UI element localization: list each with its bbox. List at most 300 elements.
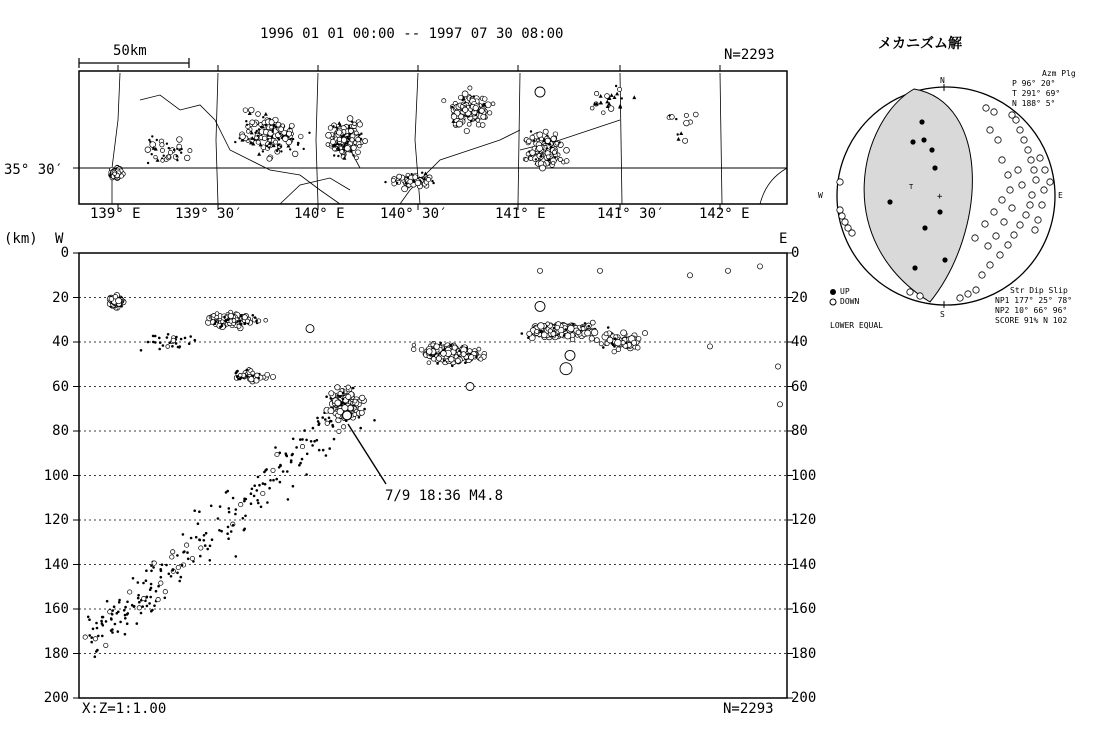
hypocenter: [335, 385, 340, 390]
dilatation-marker: [995, 137, 1001, 143]
compression-marker: [942, 257, 947, 262]
epicenter: [151, 135, 153, 137]
hypocenter: [137, 606, 141, 610]
hypocenter: [337, 429, 341, 433]
epicenter: [669, 114, 671, 116]
hypocenter: [131, 604, 134, 607]
hypocenter: [468, 349, 473, 354]
hypocenter: [181, 564, 184, 567]
hypocenter: [325, 454, 328, 457]
depth-tick-label: 40: [791, 334, 808, 350]
hypocenter: [242, 315, 247, 320]
epicenter: [283, 136, 289, 142]
hypocenter: [87, 616, 90, 619]
hypocenter: [199, 546, 203, 550]
hypocenter: [464, 361, 467, 364]
hypocenter: [318, 449, 321, 452]
epicenter: [267, 156, 272, 161]
hypocenter: [339, 395, 342, 398]
dilatation-marker: [972, 235, 978, 241]
hypocenter: [242, 517, 245, 520]
hypocenter: [316, 417, 319, 420]
dilatation-marker: [991, 209, 997, 215]
hypocenter: [581, 327, 585, 331]
hypocenter: [217, 517, 220, 520]
hypocenter: [126, 601, 129, 604]
hypocenter: [310, 440, 313, 443]
hypocenter: [286, 470, 289, 473]
hypocenter: [126, 613, 129, 616]
scale-label: 50km: [113, 43, 147, 59]
epicenter: [412, 180, 414, 182]
dilatation-marker: [993, 233, 999, 239]
epicenter: [333, 154, 335, 156]
hypocenter: [148, 602, 151, 605]
epicenter: [468, 86, 472, 90]
hypocenter: [182, 551, 185, 554]
focal-mechanism: [830, 84, 1055, 308]
dilatation-marker: [1017, 222, 1023, 228]
hypocenter: [166, 345, 170, 349]
np-header: Str Dip Slip: [1010, 286, 1068, 295]
epicenter-deep: [632, 95, 636, 99]
epicenter: [391, 178, 395, 182]
depth-tick-label: 120: [791, 512, 817, 528]
depth-tick-label: 0: [791, 245, 800, 261]
dilatation-marker: [1011, 232, 1017, 238]
compression-marker: [921, 137, 926, 142]
hypocenter: [260, 506, 263, 509]
hypocenter: [219, 505, 222, 508]
hypocenter: [190, 537, 193, 540]
hypocenter: [83, 635, 87, 639]
hypocenter: [282, 470, 285, 473]
hypocenter: [142, 596, 146, 600]
dilatation-marker: [837, 179, 843, 185]
hypocenter: [221, 320, 225, 324]
mechanism-title: メカニズム解: [878, 36, 962, 52]
epicenter: [456, 121, 462, 127]
hypocenter: [635, 345, 640, 350]
dilatation-marker: [965, 291, 971, 297]
epicenter: [352, 154, 354, 156]
date-range: 1996 01 01 00:00 -- 1997 07 30 08:00: [260, 26, 564, 42]
hypocenter: [152, 341, 155, 344]
score-values: SCORE 91% N 102: [995, 316, 1068, 325]
dilatation-marker: [1028, 157, 1034, 163]
hypocenter: [342, 398, 345, 401]
hypocenter: [159, 568, 162, 571]
hypocenter: [252, 314, 255, 317]
hypocenter: [116, 612, 119, 615]
hypocenter: [537, 268, 542, 273]
hypocenter: [239, 323, 242, 326]
hypocenter: [170, 555, 174, 559]
epicenter: [552, 150, 556, 154]
hypocenter: [203, 539, 206, 542]
hypocenter: [170, 575, 173, 578]
hypocenter: [477, 347, 481, 351]
hypocenter: [275, 452, 279, 456]
hypocenter: [90, 636, 93, 639]
epicenter: [266, 145, 268, 147]
dilatation-marker: [957, 295, 963, 301]
hypocenter: [140, 349, 143, 352]
epicenter: [161, 159, 165, 163]
hypocenter: [117, 630, 120, 633]
hypocenter: [295, 446, 298, 449]
epicenter: [278, 143, 280, 145]
epicenter: [280, 150, 282, 152]
hypocenter: [193, 509, 196, 512]
hypocenter: [353, 413, 357, 417]
hypocenter: [212, 314, 216, 318]
epicenter: [483, 97, 488, 102]
epicenter: [287, 131, 292, 136]
event-count-bottom: N=2293: [723, 701, 774, 717]
hypocenter: [324, 418, 327, 421]
hypocenter: [96, 627, 99, 630]
compression-marker: [910, 139, 915, 144]
hypocenter: [184, 543, 188, 547]
dilatation-marker: [1035, 217, 1041, 223]
hypocenter: [188, 342, 191, 345]
hypocenter: [279, 481, 282, 484]
legend-down-label: DOWN: [840, 297, 860, 306]
hypocenter: [642, 331, 647, 336]
dilatation-marker: [1021, 137, 1027, 143]
hypocenter: [269, 479, 272, 482]
hypocenter: [469, 355, 474, 360]
map-boundaries: [79, 73, 787, 204]
large-event: [306, 325, 314, 333]
hypocenter: [757, 264, 762, 269]
lon-tick-140-30: 140° 30′: [380, 206, 448, 222]
hypocenter: [461, 352, 466, 357]
epicenter: [467, 122, 471, 126]
annotation-arrow: [348, 424, 386, 484]
dilatation-marker: [1023, 212, 1029, 218]
hypocenter: [244, 515, 247, 518]
hypocenter: [198, 510, 201, 513]
hypocenter: [317, 423, 320, 426]
dilatation-marker: [997, 252, 1003, 258]
epicenter: [481, 114, 486, 119]
epicenter: [166, 143, 168, 145]
dilatation-marker: [987, 127, 993, 133]
hypocenter: [287, 498, 290, 501]
epicenter: [442, 99, 446, 103]
hypocenter: [602, 346, 605, 349]
hypocenter: [325, 395, 328, 398]
epicenter: [254, 132, 256, 134]
hypocenter: [162, 344, 165, 347]
dilatation-marker: [839, 213, 845, 219]
depth-tick-label: 180: [791, 645, 817, 662]
hypocenter: [205, 532, 208, 535]
hypocenter: [707, 344, 712, 349]
projection-label: LOWER EQUAL: [830, 321, 883, 330]
epicenter: [677, 133, 679, 135]
hypocenter: [137, 597, 140, 600]
epicenter: [150, 142, 156, 148]
event-count-top: N=2293: [724, 47, 775, 63]
hypocenter: [353, 399, 357, 403]
hypocenter: [112, 609, 115, 612]
epicenter: [621, 97, 623, 99]
hypocenter: [124, 606, 127, 609]
hypocenter: [136, 622, 139, 625]
hypocenter: [341, 425, 345, 429]
epicenter: [276, 150, 278, 152]
hypocenter: [373, 419, 376, 422]
hypocenter: [246, 375, 249, 378]
hypocenter: [228, 511, 231, 514]
epicenter: [246, 130, 250, 134]
epicenter: [463, 98, 465, 100]
epicenter: [396, 182, 398, 184]
hypocenter: [94, 655, 97, 658]
lon-tick-141-30: 141° 30′: [597, 206, 665, 222]
hypocenter: [330, 397, 333, 400]
epicenter: [337, 155, 339, 157]
hypocenter: [555, 325, 560, 330]
lon-tick-139: 139° E: [90, 206, 141, 222]
epicenter: [462, 91, 468, 97]
hypocenter: [427, 361, 431, 365]
dilatation-marker: [1009, 205, 1015, 211]
hypocenter: [317, 420, 320, 423]
hypocenter: [141, 605, 144, 608]
latitude-label: 35° 30′: [4, 162, 64, 178]
hypocenter: [101, 622, 104, 625]
dilatation-marker: [1013, 117, 1019, 123]
epicenter: [347, 116, 353, 122]
depth-tick-label: 160: [43, 601, 69, 617]
dilatation-marker: [1005, 242, 1011, 248]
hypocenter: [258, 484, 261, 487]
epicenter: [360, 138, 362, 140]
p-axis-marker: +: [937, 192, 943, 202]
hypocenter: [118, 599, 121, 602]
hypocenter: [203, 534, 206, 537]
hypocenter: [126, 622, 129, 625]
hypocenter: [228, 313, 233, 318]
epicenter: [564, 147, 570, 153]
hypocenter: [93, 637, 97, 641]
hypocenter: [253, 495, 256, 498]
hypocenter: [264, 483, 267, 486]
hypocenter: [137, 581, 140, 584]
hypocenter: [195, 536, 198, 539]
epicenter: [256, 112, 261, 117]
hypocenter: [175, 342, 178, 345]
dilatation-marker: [1001, 219, 1007, 225]
hypocenter: [275, 478, 278, 481]
epicenter: [451, 106, 453, 108]
hypocenter: [441, 351, 447, 357]
epicenter: [168, 150, 172, 154]
east-pole-label: E: [1058, 191, 1063, 200]
depth-tick-label: 20: [52, 289, 69, 306]
hypocenter: [159, 341, 162, 344]
dilatation-marker: [979, 272, 985, 278]
west-label: W: [55, 231, 64, 247]
epicenter: [177, 137, 183, 143]
dilatation-marker: [1027, 202, 1033, 208]
hypocenter: [291, 454, 294, 457]
hypocenter: [156, 597, 160, 601]
hypocenter: [342, 405, 348, 411]
epicenter: [601, 111, 605, 115]
hypocenter: [119, 621, 122, 624]
epicenter-deep: [610, 93, 614, 97]
legend-down-symbol: [830, 299, 836, 305]
depth-tick-label: 160: [791, 601, 817, 617]
epicenter: [160, 148, 164, 152]
epicenter: [289, 123, 294, 128]
hypocenter: [290, 459, 293, 462]
hypocenter: [163, 590, 167, 594]
hypocenter: [621, 341, 625, 345]
south-label: S: [940, 310, 945, 319]
hypocenter: [150, 564, 153, 567]
hypocenter: [101, 635, 104, 638]
hypocenter: [270, 374, 275, 379]
hypocenter: [145, 569, 148, 572]
hypocenter: [250, 502, 253, 505]
epicenter: [546, 135, 548, 137]
depth-tick-label: 100: [43, 467, 69, 484]
hypocenter: [316, 439, 319, 442]
depth-tick-label: 140: [43, 556, 69, 573]
depth-tick-label: 180: [43, 645, 69, 662]
hypocenter: [352, 387, 355, 390]
depth-tick-label: 0: [60, 245, 69, 261]
hypocenter: [176, 554, 179, 557]
epicenter: [154, 155, 158, 159]
hypocenter: [152, 561, 156, 565]
epicenter: [163, 155, 165, 157]
depth-tick-label: 60: [52, 378, 69, 395]
hypocenter: [450, 344, 453, 347]
axes-header: Azm Plg: [1042, 69, 1076, 78]
hypocenter: [236, 370, 239, 373]
hypocenter: [264, 318, 268, 322]
hypocenter: [475, 356, 478, 359]
lon-tick-142: 142° E: [699, 206, 750, 222]
hypocenter: [306, 453, 309, 456]
large-event: [560, 363, 572, 375]
t-axis-values: T 291° 69°: [1012, 89, 1061, 98]
epicenter: [345, 145, 351, 151]
hypocenter: [146, 605, 149, 608]
epicenter: [413, 175, 418, 180]
hypocenter: [153, 604, 156, 607]
epicenter: [272, 131, 274, 133]
compression-marker: [929, 147, 934, 152]
hypocenter: [353, 404, 356, 407]
epicenter: [546, 147, 548, 149]
hypocenter: [168, 573, 171, 576]
hypocenter: [527, 336, 530, 339]
epicenter: [257, 135, 259, 137]
hypocenter: [261, 491, 265, 495]
epicenter: [160, 143, 164, 147]
hypocenter: [253, 484, 256, 487]
epicenter-deep: [599, 94, 603, 98]
epicenter: [340, 150, 344, 154]
dilatation-marker: [1029, 192, 1035, 198]
east-label: E: [779, 231, 788, 247]
hypocenter: [585, 330, 591, 336]
hypocenter: [209, 559, 212, 562]
hypocenter: [104, 643, 108, 647]
hypocenter: [124, 617, 127, 620]
large-event: [466, 383, 474, 391]
depth-tick-label: 120: [43, 512, 69, 528]
hypocenter: [255, 489, 258, 492]
hypocenter: [189, 335, 192, 338]
hypocenter: [262, 482, 265, 485]
hypocenter: [194, 339, 197, 342]
hypocenter: [110, 618, 113, 621]
hypocenter: [171, 550, 175, 554]
hypocenter: [223, 316, 226, 319]
epicenter: [675, 118, 677, 120]
hypocenter: [457, 352, 461, 356]
hypocenter: [431, 357, 436, 362]
hypocenter: [621, 330, 627, 336]
dilatation-marker: [987, 262, 993, 268]
hypocenter: [612, 349, 617, 354]
epicenter: [289, 148, 291, 150]
hypocenter: [305, 439, 308, 442]
hypocenter: [142, 582, 145, 585]
hypocenter: [165, 564, 168, 567]
hypocenter: [225, 491, 228, 494]
hypocenter: [333, 438, 336, 441]
epicenter-deep: [605, 100, 609, 104]
hypocenter: [412, 343, 416, 347]
epicenter: [408, 179, 413, 184]
epicenter: [356, 137, 361, 142]
hypocenter: [90, 641, 93, 644]
hypocenter: [161, 563, 164, 566]
hypocenter: [232, 319, 236, 323]
hypocenter: [455, 358, 460, 363]
hypocenter: [359, 395, 365, 401]
epicenter: [357, 122, 362, 127]
depth-tick-label: 20: [791, 289, 808, 306]
hypocenter: [312, 427, 315, 430]
epicenter: [421, 172, 423, 174]
epicenter: [279, 132, 281, 134]
hypocenter: [616, 347, 621, 352]
depth-tick-label: 200: [791, 690, 817, 706]
epicenter: [167, 155, 171, 159]
hypocenter: [332, 425, 335, 428]
epicenter: [269, 120, 274, 125]
legend-up-symbol: [830, 289, 836, 295]
hypocenter: [235, 555, 238, 558]
hypocenter: [235, 508, 238, 511]
epicenter: [337, 130, 342, 135]
hypocenter: [311, 444, 314, 447]
epicenter: [176, 155, 178, 157]
hypocenter: [232, 497, 235, 500]
hypocenter: [249, 377, 254, 382]
